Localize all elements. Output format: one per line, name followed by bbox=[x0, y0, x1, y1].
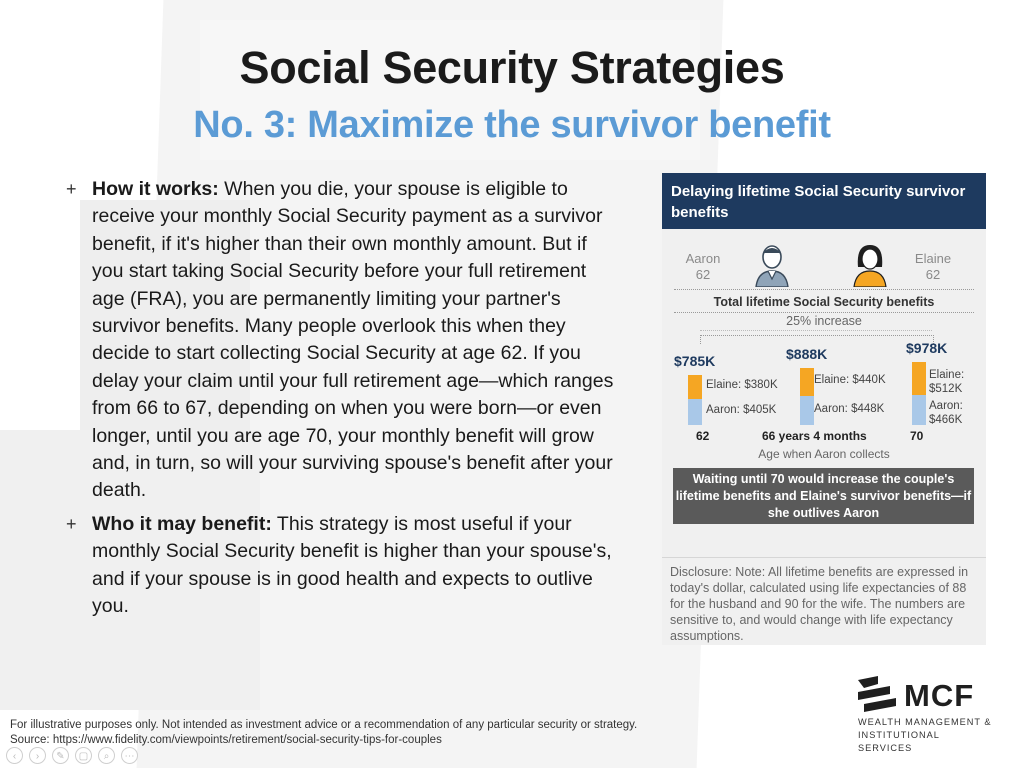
bullet-heading: How it works: bbox=[92, 178, 219, 200]
person-aaron bbox=[672, 251, 734, 283]
bar-segment-aaron bbox=[912, 395, 926, 425]
bullet-text: When you die, your spouse is eligible to receive your monthly Social Security payment as a survivor benefit, if it's higher than their own monthly amount. But if you start taking Social Security before your full retirement age (FRA), you are permanently limiting your partner's survivor benefits. Many people overlook this when they decide to start collecting Social Security at age 62. If you delay your claim until your full retirement age—which ranges from 66 to 67, depending on when you were born—or even longer, until you are age 70, your monthly benefit will grow and, in turn, so will your surviving spouse's benefit after your death. bbox=[92, 178, 614, 502]
increase-label: 25% increase bbox=[786, 314, 862, 328]
bar-segment-elaine bbox=[688, 375, 702, 399]
elaine-value-label: Elaine: $440K bbox=[814, 374, 886, 387]
bar-total-label: $978K bbox=[906, 340, 948, 357]
aaron-value-label: Aaron: $405K bbox=[706, 404, 777, 417]
zoom-icon[interactable]: ⌕ bbox=[98, 747, 115, 764]
bar-segment-aaron bbox=[688, 399, 702, 425]
bar-total-label: $888K bbox=[786, 346, 828, 363]
elaine-value-label: Elaine: $380K bbox=[706, 378, 778, 391]
next-slide-icon[interactable]: › bbox=[29, 747, 46, 764]
footer-source: Source: https://www.fidelity.com/viewpoints/retirement/social-security-tips-for-couples bbox=[10, 734, 442, 746]
bar-segment-elaine bbox=[800, 368, 814, 396]
bullet-list bbox=[62, 176, 622, 627]
bar-segment-elaine bbox=[912, 362, 926, 395]
logo-tagline bbox=[858, 716, 996, 755]
prev-slide-icon[interactable]: ‹ bbox=[6, 747, 23, 764]
logo-tagline-line1: WEALTH MANAGEMENT & bbox=[858, 717, 992, 727]
slide-nav-controls bbox=[6, 746, 144, 766]
page-title: Social Security Strategies bbox=[239, 42, 785, 93]
person-age: 62 bbox=[925, 267, 941, 282]
elaine-value-label: Elaine: $512K bbox=[929, 369, 965, 396]
person-elaine bbox=[902, 251, 964, 283]
x-tick-label: 62 bbox=[696, 429, 710, 443]
infographic-card bbox=[662, 173, 986, 645]
increase-bracket bbox=[700, 335, 934, 344]
page-subtitle: No. 3: Maximize the survivor benefit bbox=[193, 104, 831, 146]
bullet-heading: Who it may benefit: bbox=[92, 512, 272, 535]
footer-disclaimer: For illustrative purposes only. Not intended as investment advice or a recommendation of any particular security or strategy. bbox=[10, 719, 638, 731]
bullet-who-it-may-benefit bbox=[62, 511, 622, 621]
plus-bullet-icon: + bbox=[66, 179, 77, 199]
x-axis-title: Age when Aaron collects bbox=[758, 447, 890, 461]
footer-notes bbox=[10, 718, 637, 748]
bullet-text: This strategy is most useful if your monthly Social Security benefit is higher than your spouse's, and if your spouse is in good health and expects to outlive you. bbox=[92, 512, 612, 618]
male-avatar-icon bbox=[754, 243, 790, 287]
totals-label: Total lifetime Social Security benefits bbox=[713, 295, 935, 309]
more-options-icon[interactable]: ⋯ bbox=[121, 747, 138, 764]
infographic-header: Delaying lifetime Social Security survivor benefits bbox=[662, 173, 986, 229]
pen-icon[interactable]: ✎ bbox=[52, 747, 69, 764]
callout-box: Waiting until 70 would increase the couple's lifetime benefits and Elaine's survivor benefits—if she outlives Aaron bbox=[673, 468, 974, 524]
divider bbox=[674, 312, 974, 313]
person-age: 62 bbox=[695, 267, 711, 282]
bar-total-label: $785K bbox=[674, 352, 716, 369]
aaron-value-label: Aaron: $448K bbox=[814, 402, 885, 415]
divider bbox=[674, 289, 974, 290]
mcf-logo bbox=[856, 676, 996, 753]
plus-bullet-icon: + bbox=[66, 513, 77, 534]
aaron-value-label: Aaron: $466K bbox=[929, 400, 963, 427]
x-tick-label: 66 years 4 months bbox=[762, 429, 867, 443]
disclosure-text: Disclosure: Note: All lifetime benefits are expressed in today's dollar, calculated using life expectancies of 88 for the husband and 90 for the wife. The numbers are sensitive to, and would change with life expectancy assumptions. bbox=[670, 565, 969, 643]
divider bbox=[700, 330, 932, 331]
mcf-logo-mark-icon bbox=[856, 676, 902, 714]
female-avatar-icon bbox=[852, 243, 888, 287]
bullet-how-it-works bbox=[62, 176, 622, 505]
slides-icon[interactable]: ▢ bbox=[75, 747, 92, 764]
logo-tagline-line2: INSTITUTIONAL SERVICES bbox=[858, 730, 940, 753]
person-name: Aaron bbox=[685, 251, 721, 266]
x-tick-label: 70 bbox=[910, 429, 924, 443]
person-name: Elaine bbox=[914, 251, 952, 266]
bar-segment-aaron bbox=[800, 396, 814, 425]
divider bbox=[662, 557, 986, 558]
logo-brand-text: MCF bbox=[904, 678, 975, 713]
